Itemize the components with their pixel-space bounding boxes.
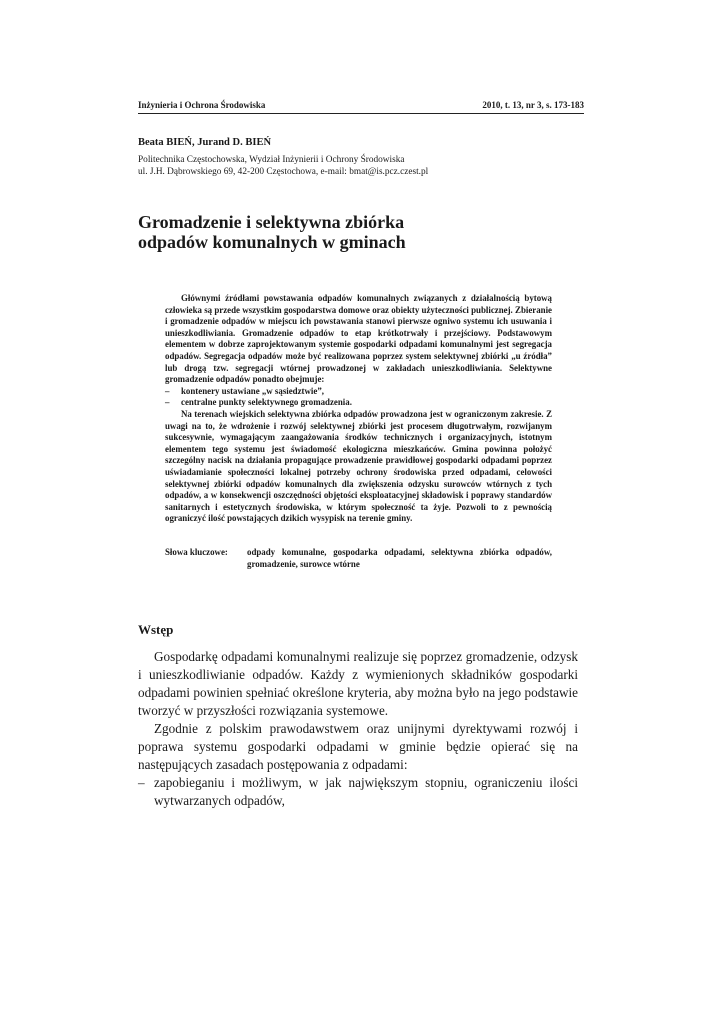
affiliation-line-1: Politechnika Częstochowska, Wydział Inżynierii i Ochrony Środowiska bbox=[138, 155, 405, 165]
abstract-list-item: – centralne punkty selektywnego gromadzenia. bbox=[165, 397, 352, 408]
abstract-list-item: – kontenery ustawiane „w sąsiedztwie”, bbox=[165, 385, 324, 396]
body-paragraph-1: Gospodarkę odpadami komunalnymi realizuje się poprzez gromadzenie, odzysk i unieszkodliwianie odpadów. Każdy z wymienionych składników gospodarki odpadami powinien spełniać określone kryteria, aby można było na jego podstawie tworzyć w przyszłości rozwiązania systemowe. bbox=[138, 649, 578, 718]
body-list-item: – zapobieganiu i możliwym, w jak największym stopniu, ograniczeniu ilości wytwarzanych odpadów, bbox=[138, 775, 578, 808]
authors: Beata BIEŃ, Jurand D. BIEŃ bbox=[138, 137, 272, 148]
keywords-label: Słowa kluczowe: bbox=[165, 547, 228, 557]
abstract-paragraph-1: Głównymi źródłami powstawania odpadów komunalnych związanych z działalnością bytową człowieka są przede wszystkim gospodarstwa domowe oraz obiekty użyteczności publicznej. Zbieranie i gromadzenie odpadów w miejscu ich powstawania stanowi pierwsze ogniwo systemu ich usuwania i unieszkodliwiania. Gromadzenie odpadów to etap krótkotrwały i przejściowy. Podstawowym elementem w dobrze zaprojektowanym systemie gospodarki odpadami komunalnymi jest segregacja odpadów. Segregacja odpadów może być realizowana poprzez system selektywnej zbiórki „u źródła” lub drogą tzw. segregacji wtórnej prowadzonej w zakładach unieszkodliwiania. Selektywne gromadzenie odpadów ponadto obejmuje: bbox=[165, 293, 552, 385]
body-paragraph-2: Zgodnie z polskim prawodawstwem oraz unijnymi dyrektywami rozwój i poprawa systemu gospodarki odpadami w gminie będzie opierać się na następujących zasadach postępowania z odpadami: bbox=[138, 721, 578, 772]
abstract bbox=[165, 293, 552, 525]
paper-title bbox=[138, 212, 578, 252]
dash-bullet: – bbox=[165, 397, 170, 408]
keywords-text: odpady komunalne, gospodarka odpadami, selektywna zbiórka odpadów, gromadzenie, surowce wtórne bbox=[247, 547, 552, 569]
dash-bullet: – bbox=[138, 775, 145, 790]
title-line-2: odpadów komunalnych w gminach bbox=[138, 232, 406, 252]
running-header bbox=[138, 100, 584, 114]
journal-name: Inżynieria i Ochrona Środowiska bbox=[138, 100, 266, 110]
affiliation bbox=[138, 154, 428, 178]
citation: 2010, t. 13, nr 3, s. 173-183 bbox=[482, 100, 584, 110]
abstract-paragraph-2: Na terenach wiejskich selektywna zbiórka odpadów prowadzona jest w ograniczonym zakresie. Z uwagi na to, że wdrożenie i rozwój selektywnej zbiórki jest procesem długotrwałym, rozwijanym sukcesywnie, wymagającym zaangażowania środków technicznych i organizacyjnych, istotnym elementem tego systemu jest świadomość ekologiczna mieszkańców. Gmina powinna położyć szczególny nacisk na działania propagujące prowadzenie prawidłowej gospodarki odpadami poprzez uświadamianie społeczności lokalnej potrzeby ochrony środowiska przed odpadami, celowości selektywnej zbiórki odpadów komunalnych dla zwiększenia odzysku surowców wtórnych z tych odpadów, a w konsekwencji oszczędności objętości eksploatacyjnej składowisk i poprawy standardów sanitarnych i estetycznych środowiska, w którym społeczność ta żyje. Pozwoli to z pewnością ograniczyć ilość powstających dzikich wysypisk na terenie gminy. bbox=[165, 408, 552, 524]
section-body bbox=[138, 648, 578, 810]
section-heading: Wstęp bbox=[138, 622, 174, 637]
body-list bbox=[138, 774, 578, 810]
keywords bbox=[165, 547, 552, 570]
title-line-1: Gromadzenie i selektywna zbiórka bbox=[138, 212, 405, 232]
affiliation-line-2: ul. J.H. Dąbrowskiego 69, 42-200 Częstochowa, e-mail: bmat@is.pcz.czest.pl bbox=[138, 167, 429, 177]
dash-bullet: – bbox=[165, 385, 170, 396]
abstract-list bbox=[165, 386, 552, 409]
